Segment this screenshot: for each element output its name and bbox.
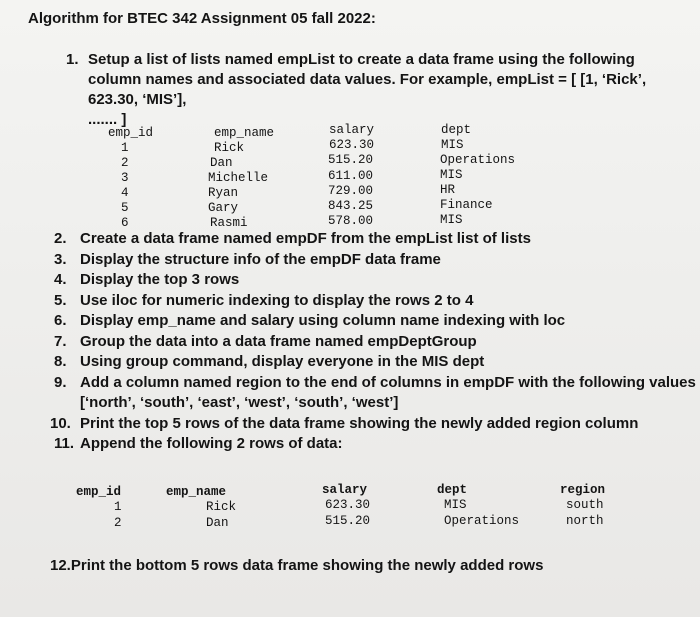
item-text: Print the top 5 rows of the data frame showing the newly added region column [80,414,639,432]
instruction-1 [66,50,686,130]
table-cell: south [566,498,604,512]
list-item [54,270,694,291]
table-cell: MIS [441,138,464,152]
table-cell: Operations [444,514,520,528]
table-cell: 1 [114,500,122,514]
column-header: salary [329,123,375,137]
column-header: emp_id [108,126,154,140]
item-number: 3. [54,250,67,268]
item-text: Display the structure info of the empDF data frame [80,250,441,268]
table-cell: 4 [121,186,129,200]
list-item [54,373,694,414]
item-number: 2. [54,230,67,247]
table-cell: north [566,514,604,528]
list-item [54,291,694,312]
table-cell: MIS [440,168,463,182]
list-item [54,332,694,353]
item-number: 8. [54,353,67,370]
table-cell: Dan [210,156,233,170]
table-cell: 729.00 [328,184,374,198]
item-number: 9. [54,373,67,391]
table-cell: 2 [121,156,129,170]
column-header: dept [437,483,468,497]
column-header: emp_id [76,485,122,499]
table-cell: Rasmi [210,216,248,230]
table-cell: Rick [206,500,237,514]
item-text: Setup a list of lists named empList to create a data frame using the following column names and associated data values. For example, empList = [ [1, ‘Rick’, 623.30, ‘MIS’], [88,51,647,108]
table-cell: Ryan [208,186,239,200]
table-cell: 3 [121,171,129,185]
item-number: 5. [54,291,67,309]
column-header: dept [441,123,472,137]
item-text: Using group command, display everyone in the MIS dept [80,353,485,370]
table-cell: 611.00 [328,169,374,183]
table-cell: HR [440,183,456,197]
item-text: Group the data into a data frame named empDeptGroup [80,332,477,350]
item-number: 4. [54,271,67,288]
table-cell: 515.20 [328,153,374,167]
list-item [54,352,694,373]
table-cell: Michelle [208,171,269,185]
table-cell: 2 [114,516,122,530]
item-number: 10. [50,414,71,432]
item-number: 7. [54,332,67,350]
list-item [54,434,694,455]
table-cell: 623.30 [325,498,371,512]
item-number: 1. [66,51,79,68]
instruction-list [50,229,696,455]
column-header: emp_name [166,485,227,499]
table-cell: 5 [121,201,129,215]
item-continuation: [‘north’, ‘south’, ‘east’, ‘west’, ‘south’, ‘west’] [80,394,399,411]
table-cell: Finance [440,198,493,212]
table-cell: Dan [206,516,229,530]
document-title: Algorithm for BTEC 342 Assignment 05 fall 2022: [28,10,376,27]
list-item [54,250,694,271]
table-cell: 843.25 [328,199,374,213]
table-cell: Gary [208,201,239,215]
table-cell: MIS [440,213,463,227]
item-continuation: ....... ] [88,111,127,128]
instruction-12: 12.Print the bottom 5 rows data frame showing the newly added rows [50,557,544,574]
item-text: Use iloc for numeric indexing to display the rows 2 to 4 [80,291,474,309]
list-item [54,229,694,250]
table-cell: 515.20 [325,514,371,528]
table-cell: 6 [121,216,129,230]
item-text: Create a data frame named empDF from the empList list of lists [80,230,531,247]
item-text: Display the top 3 rows [80,271,240,288]
item-text: Display emp_name and salary using column name indexing with loc [80,312,566,329]
list-item [50,414,694,435]
item-text: Add a column named region to the end of columns in empDF with the following values [80,373,696,391]
item-number: 6. [54,312,67,329]
table-cell: MIS [444,498,467,512]
table-cell: Operations [440,153,516,167]
table-cell: 1 [121,141,129,155]
table-cell: 623.30 [329,138,375,152]
column-header: region [560,483,606,497]
item-text: Append the following 2 rows of data: [80,435,343,452]
item-number: 11. [54,435,75,452]
column-header: salary [322,483,368,497]
column-header: emp_name [214,126,275,140]
table-cell: 578.00 [328,214,374,228]
table-cell: Rick [214,141,245,155]
list-item [54,311,694,332]
